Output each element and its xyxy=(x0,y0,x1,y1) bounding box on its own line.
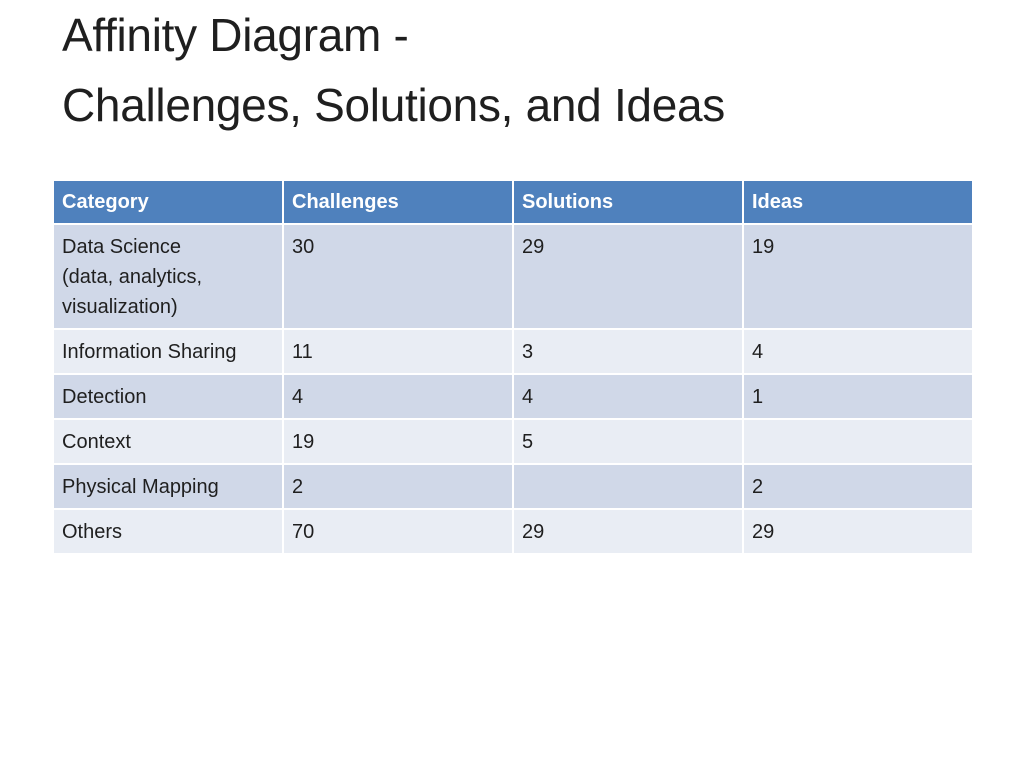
category-line: Data Science xyxy=(62,236,181,258)
header-category: Category xyxy=(53,180,283,224)
slide-title xyxy=(62,0,725,140)
cell-solutions: 5 xyxy=(513,419,743,464)
cell-challenges: 30 xyxy=(283,224,513,329)
cell-ideas xyxy=(743,419,973,464)
cell-category: Others xyxy=(53,509,283,554)
cell-solutions: 4 xyxy=(513,374,743,419)
cell-challenges: 70 xyxy=(283,509,513,554)
table-row xyxy=(53,464,973,509)
cell-challenges: 11 xyxy=(283,329,513,374)
header-solutions: Solutions xyxy=(513,180,743,224)
cell-ideas: 2 xyxy=(743,464,973,509)
cell-category: Detection xyxy=(53,374,283,419)
slide-title-line-2: Challenges, Solutions, and Ideas xyxy=(62,79,725,131)
category-line: visualization) xyxy=(62,296,178,318)
cell-solutions xyxy=(513,464,743,509)
cell-ideas: 29 xyxy=(743,509,973,554)
cell-solutions: 29 xyxy=(513,224,743,329)
table-row xyxy=(53,509,973,554)
table-header-row xyxy=(53,180,973,224)
header-challenges: Challenges xyxy=(283,180,513,224)
cell-challenges: 2 xyxy=(283,464,513,509)
table-row xyxy=(53,329,973,374)
table-row xyxy=(53,374,973,419)
table-row xyxy=(53,224,973,329)
table-row xyxy=(53,419,973,464)
cell-category xyxy=(53,224,283,329)
slide-title-line-1: Affinity Diagram - xyxy=(62,9,409,61)
cell-ideas: 1 xyxy=(743,374,973,419)
cell-challenges: 19 xyxy=(283,419,513,464)
cell-category: Physical Mapping xyxy=(53,464,283,509)
cell-solutions: 29 xyxy=(513,509,743,554)
affinity-table xyxy=(52,179,974,555)
cell-solutions: 3 xyxy=(513,329,743,374)
cell-challenges: 4 xyxy=(283,374,513,419)
cell-category: Context xyxy=(53,419,283,464)
cell-category: Information Sharing xyxy=(53,329,283,374)
cell-ideas: 4 xyxy=(743,329,973,374)
header-ideas: Ideas xyxy=(743,180,973,224)
cell-ideas: 19 xyxy=(743,224,973,329)
category-line: (data, analytics, xyxy=(62,266,203,288)
